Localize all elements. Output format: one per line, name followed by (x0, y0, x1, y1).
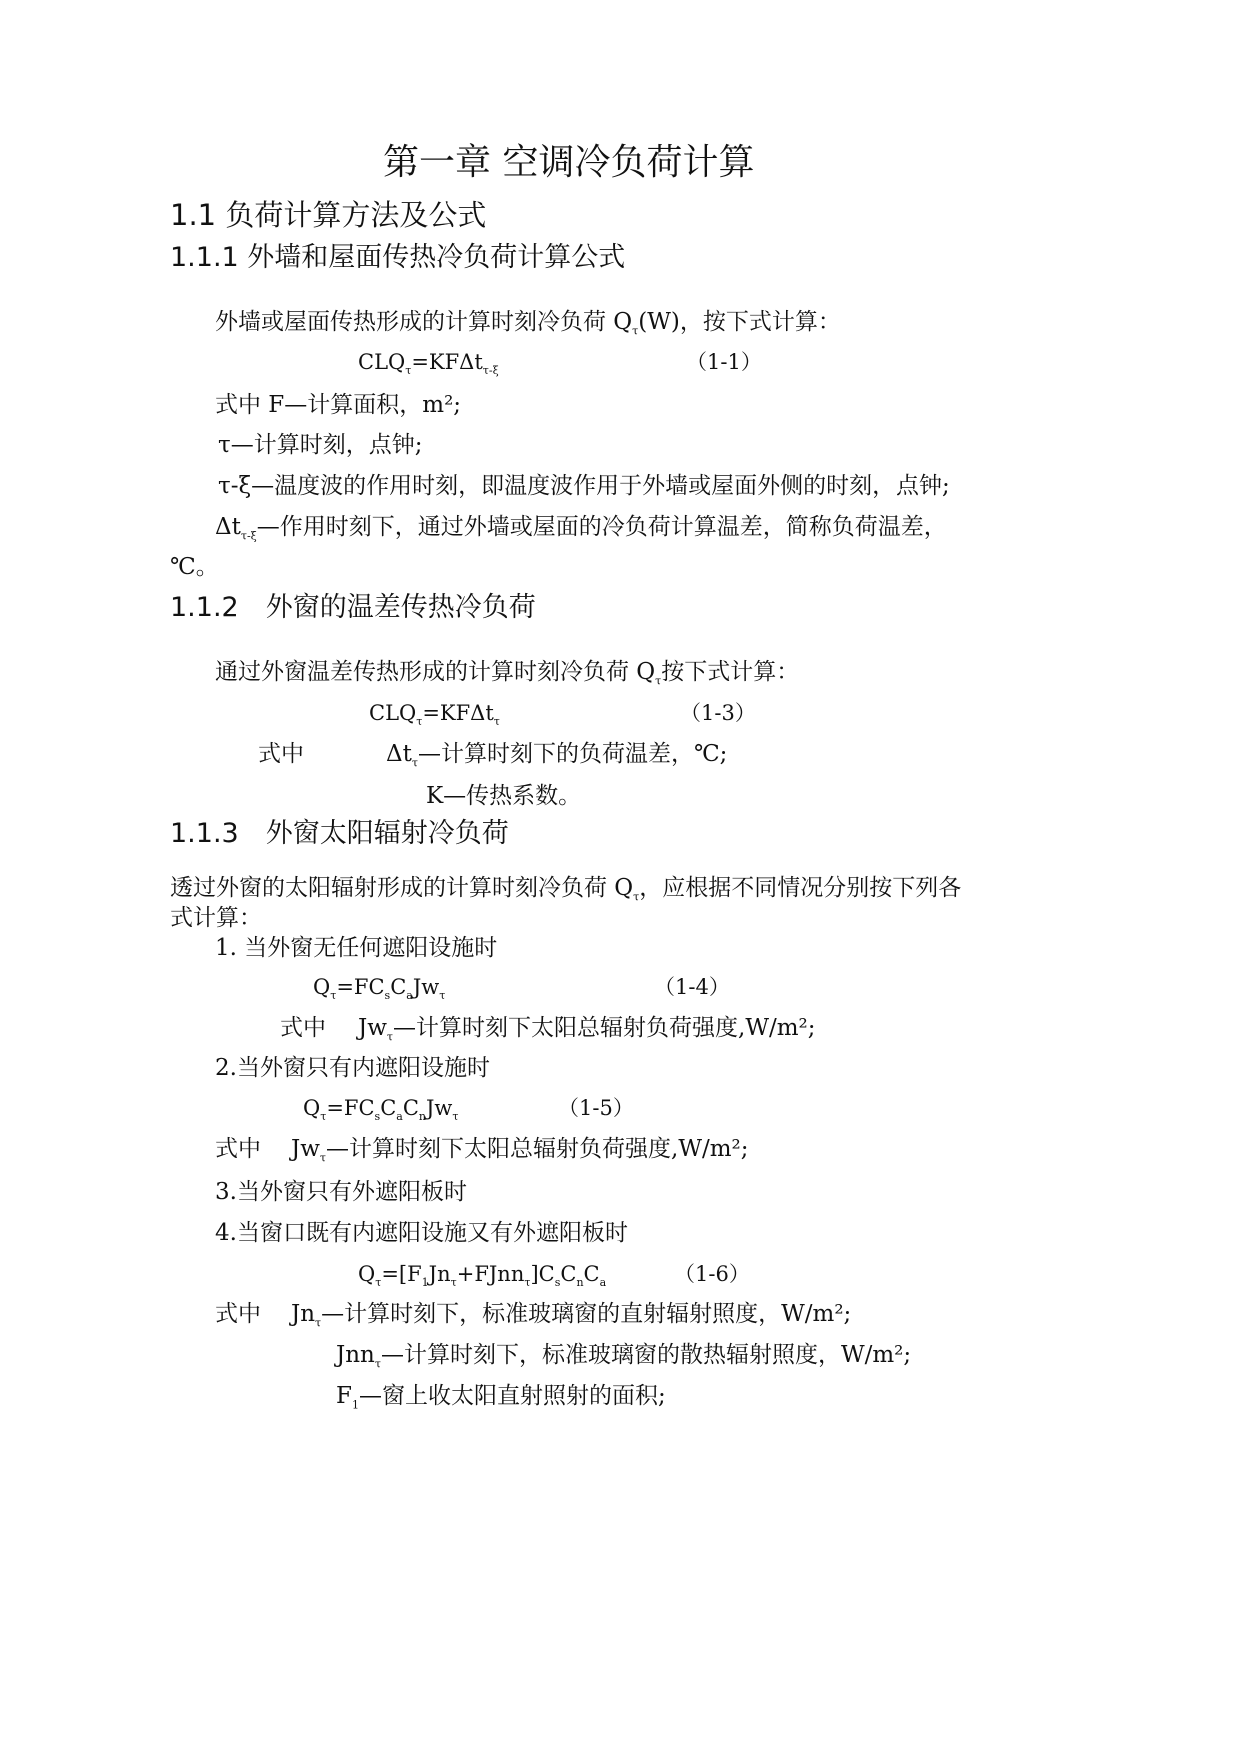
definition: $\Delta t_{\tau-\xi}—$作用时刻下，通过外墙或屋面的冷负荷计算温差，简称负荷温差， (215, 514, 947, 543)
list-item: 4.当窗口既有内遮阳设施又有外遮阳板时 (215, 1220, 628, 1246)
equation-1-4: $Q_\tau=FC_sC_aJw_\tau$ (313, 975, 446, 1003)
equation-number: （1-5） (558, 1096, 634, 1120)
equation-1-5: $Q_\tau=FC_sC_aC_nJw_\tau$ (303, 1096, 459, 1124)
paragraph: 外墙或屋面传热形成的计算时刻冷负荷 $Q_\tau(W)$，按下式计算： (215, 309, 841, 338)
paragraph-continuation: 式计算： (170, 905, 262, 931)
definition-label: 式中 (215, 1301, 261, 1327)
list-item: 2.当外窗只有内遮阳设施时 (215, 1055, 490, 1081)
subsection-heading: 1.1.2 外窗的温差传热冷负荷 (170, 592, 536, 623)
equation-number: （1-3） (680, 701, 756, 725)
equation-number: （1-1） (686, 350, 762, 374)
equation-1-1: $CLQ_\tau=KF\Delta t_{\tau-\xi}$ (358, 350, 499, 378)
definition-label: 式中 (258, 741, 304, 767)
definition: $Jw_\tau—$计算时刻下太阳总辐射负荷强度,W/m²; (358, 1015, 816, 1044)
list-item: 1. 当外窗无任何遮阳设施时 (215, 935, 498, 961)
definition-continuation: ℃。 (170, 554, 219, 580)
definition: $F_1—$窗上收太阳直射照射的面积; (336, 1383, 666, 1412)
subsection-heading: 1.1.1 外墙和屋面传热冷负荷计算公式 (170, 242, 626, 273)
equation-1-3: $CLQ_\tau=KF\Delta t_\tau$ (369, 701, 500, 729)
definition: 式中 F—计算面积，m²; (215, 392, 462, 418)
definition: Jnn$_\tau$—计算时刻下，标准玻璃窗的散热辐射照度，W/m²; (336, 1342, 912, 1371)
paragraph: 通过外窗温差传热形成的计算时刻冷负荷 $Q_\tau$按下式计算： (215, 659, 800, 688)
list-item: 3.当外窗只有外遮阳板时 (215, 1179, 467, 1205)
definition: $Jn_\tau—$计算时刻下，标准玻璃窗的直射辐射照度，W/m²; (291, 1301, 852, 1330)
definition: τ-ξ—温度波的作用时刻，即温度波作用于外墙或屋面外侧的时刻， (218, 473, 896, 499)
definition: τ—计算时刻，点钟; (218, 432, 423, 458)
section-heading: 1.1 负荷计算方法及公式 (170, 198, 487, 232)
chapter-title: 第一章 空调冷负荷计算 (383, 142, 755, 183)
equation-number: （1-4） (654, 975, 730, 999)
definition: $Jw_\tau—$计算时刻下太阳总辐射负荷强度,W/m²; (291, 1136, 749, 1165)
definition-label: 式中 (280, 1015, 326, 1041)
equation-number: （1-6） (674, 1262, 750, 1286)
paragraph: 透过外窗的太阳辐射形成的计算时刻冷负荷 $Q_\tau$，应根据不同情况分别按下列各 (170, 875, 962, 904)
definition: $\Delta t_\tau—$计算时刻下的负荷温差，℃; (386, 741, 728, 770)
definition: K—传热系数。 (426, 783, 582, 809)
equation-1-6: $Q_\tau=[F_1Jn_\tau+FJnn_\tau]C_sC_nC_a$ (358, 1262, 607, 1290)
subsection-heading: 1.1.3 外窗太阳辐射冷负荷 (170, 818, 509, 849)
definition-label: 式中 (215, 1136, 261, 1162)
definition-tail: 点钟; (896, 473, 950, 499)
